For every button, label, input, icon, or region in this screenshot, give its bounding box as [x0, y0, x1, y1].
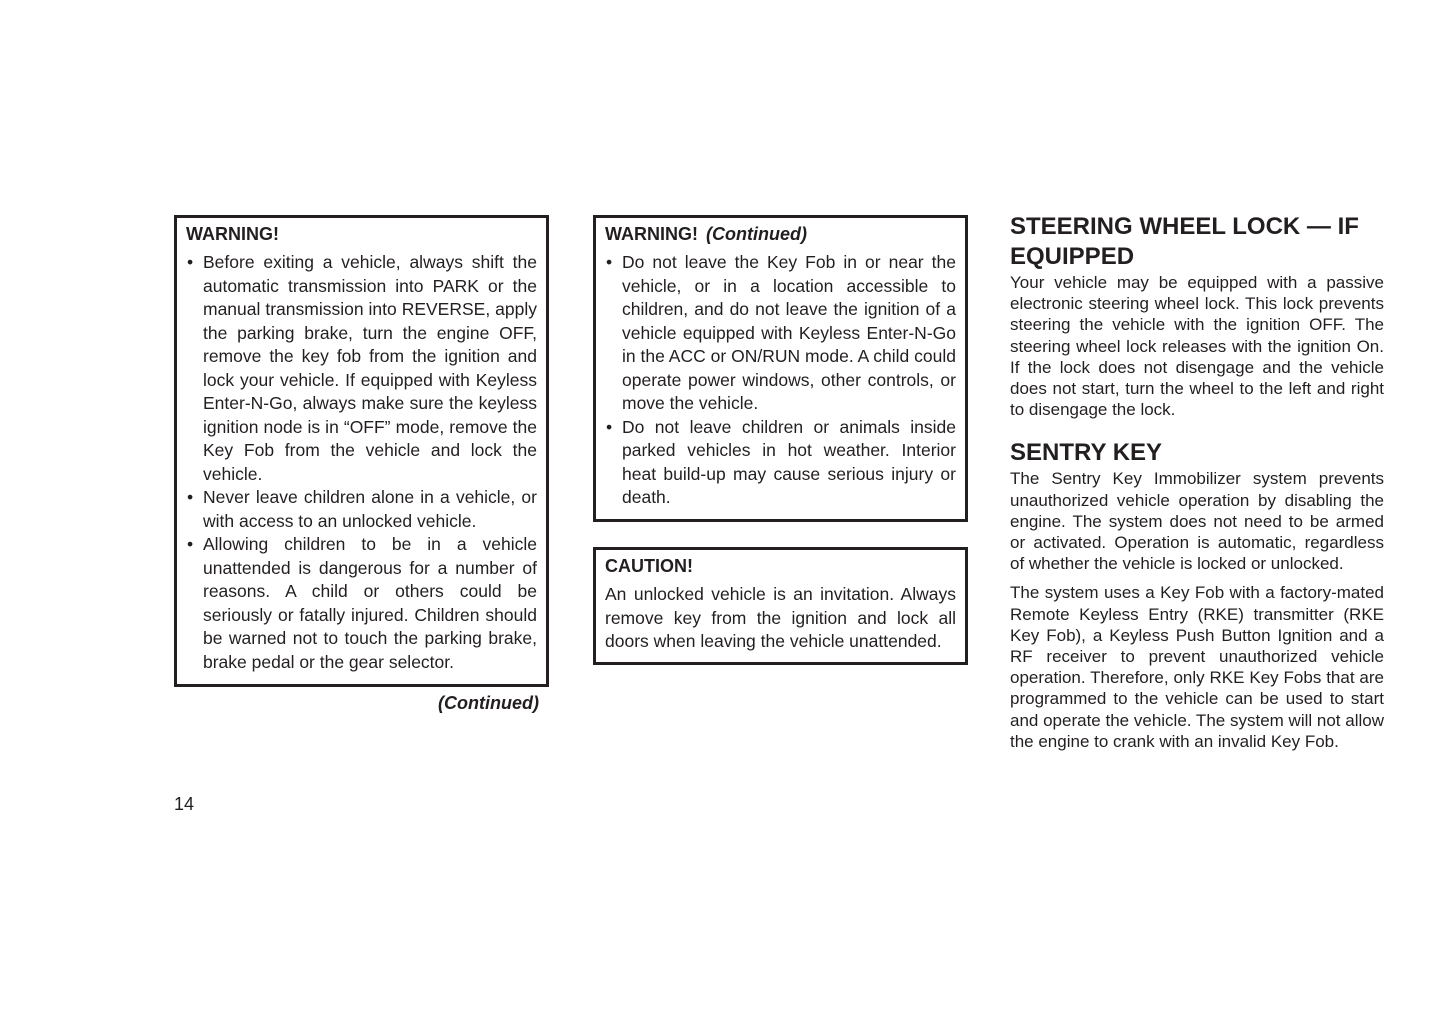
- steering-lock-text: Your vehicle may be equipped with a passive electronic steering wheel lock. This lock prevents steering the vehicle with the ignition OFF. The steering wheel lock releases with the ignition On. If the lock does not disengage and the vehicle does not start, turn the wheel to the left and right to disengage the lock.: [1010, 273, 1384, 420]
- continued-label: (Continued): [438, 693, 539, 713]
- list-item: [186, 251, 537, 486]
- list-item: [605, 416, 956, 510]
- bullet-icon: •: [187, 487, 194, 507]
- bullet-text: Allowing children to be in a vehicle unattended is dangerous for a number of reasons. A child or others could be seriously or fatally injured. Children should be warned not to touch the parking brake, brake pedal or the gear selector.: [203, 534, 537, 672]
- bullet-text: Before exiting a vehicle, always shift the automatic transmission into PARK or the manual transmission into REVERSE, apply the parking brake, turn the engine OFF, remove the key fob from the ignition and lock your vehicle. If equipped with Keyless Enter-N-Go, always make sure the keyless ignition node is in “OFF” mode, remove the Key Fob from the vehicle and lock the vehicle.: [203, 252, 537, 484]
- list-item: [186, 486, 537, 533]
- bullet-icon: •: [606, 416, 613, 437]
- caution-text: An unlocked vehicle is an invitation. Always remove key from the ignition and lock all doors when leaving the vehicle unattended.: [605, 584, 956, 651]
- list-item: [186, 533, 537, 674]
- bullet-text: Do not leave the Key Fob in or near the vehicle, or in a location accessible to children, and do not leave the ignition of a vehicle equipped with Keyless Enter-N-Go in the ACC or ON/RUN mode. A child could operate power windows, other controls, or move the vehicle.: [622, 252, 956, 413]
- sentry-key-paragraph: The system uses a Key Fob with a factory-mated Remote Keyless Entry (RKE) transmitter (RKE Key Fob), a Keyless Push Button Ignition and a RF receiver to prevent unauthorized vehicle operation. Therefore, only RKE Key Fobs that are programmed to the vehicle can be used to start and operate the vehicle. The system will not allow the engine to crank with an invalid Key Fob.: [1010, 583, 1384, 751]
- steering-lock-title: STEERING WHEEL LOCK — IF EQUIPPED: [1010, 213, 1359, 270]
- caution-box: [593, 547, 968, 665]
- bullet-icon: •: [187, 252, 194, 272]
- warning-bullet-list: [605, 251, 956, 510]
- warning-heading: [605, 223, 807, 245]
- right-column: [1010, 212, 1384, 752]
- warning-box-1: [174, 215, 549, 687]
- sentry-key-title: SENTRY KEY: [1010, 439, 1163, 467]
- bullet-icon: •: [187, 534, 194, 554]
- warning-heading-text: WARNING!: [605, 224, 698, 244]
- warning-heading: WARNING!: [186, 224, 279, 244]
- bullet-text: Do not leave children or animals inside parked vehicles in hot weather. Interior heat build-up may cause serious injury or death.: [622, 416, 956, 507]
- page-number: 14: [174, 794, 195, 814]
- caution-heading: CAUTION!: [605, 556, 693, 576]
- list-item: [605, 251, 956, 416]
- sentry-key-paragraph: The Sentry Key Immobilizer system prevents unauthorized vehicle operation by disabling the engine. The system does not need to be armed or activated. Operation is automatic, regardless of whether the vehicle is locked or unlocked.: [1010, 469, 1384, 574]
- warning-heading-continued: (Continued): [706, 224, 807, 244]
- warning-bullet-list: [186, 251, 537, 674]
- warning-box-2: [593, 215, 968, 522]
- bullet-text: Never leave children alone in a vehicle, or with access to an unlocked vehicle.: [203, 487, 537, 531]
- bullet-icon: •: [606, 252, 613, 272]
